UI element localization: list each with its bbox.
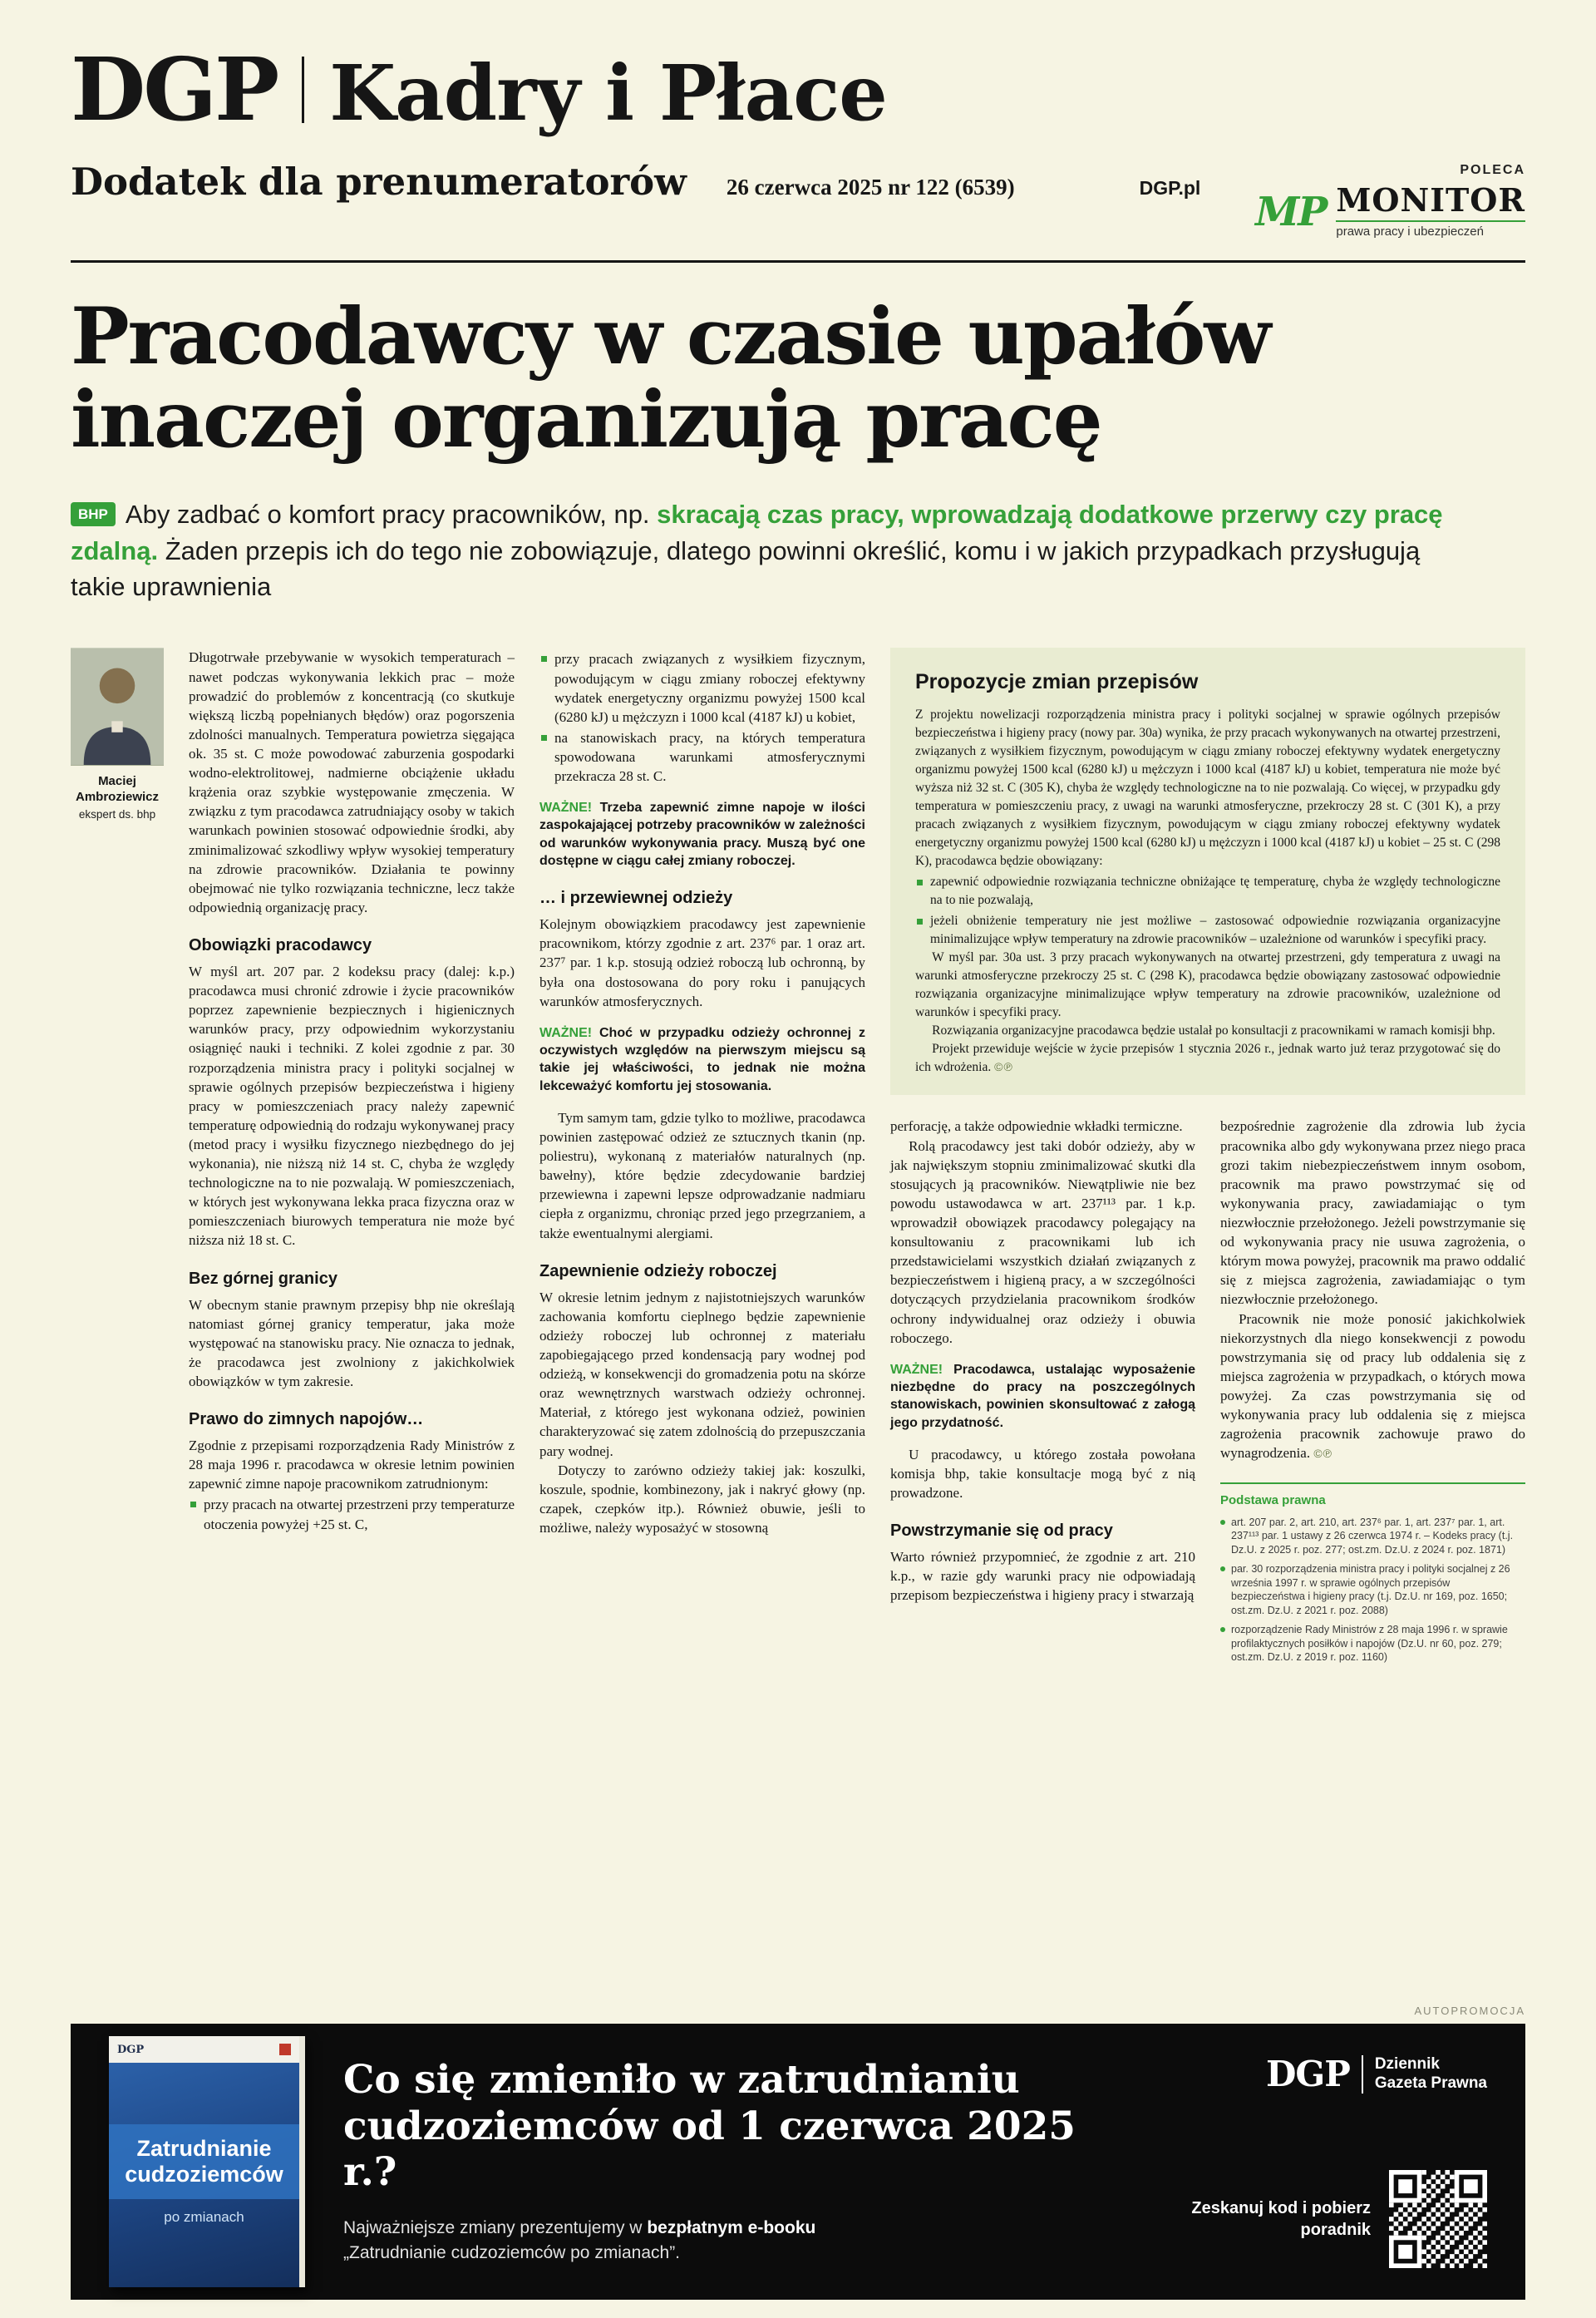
bhp-badge: BHP bbox=[71, 502, 116, 526]
subhead-obowiazki-pracodawcy: Obowiązki pracodawcy bbox=[189, 935, 372, 954]
subhead-zapewnienie-odziezy: Zapewnienie odzieży roboczej bbox=[539, 1261, 777, 1280]
site-url: DGP.pl bbox=[1139, 177, 1201, 199]
ebook-cover bbox=[109, 2036, 305, 2287]
self-promo-ad bbox=[71, 2005, 1525, 2300]
author-box bbox=[71, 648, 164, 1669]
scan-cta: Zeskanuj kod i pobierz poradnik bbox=[1191, 2199, 1371, 2239]
section-title: Kadry i Płace bbox=[329, 48, 887, 138]
paragraph: perforację, a także odpowiednie wkładki termiczne. bbox=[890, 1118, 1183, 1135]
masthead bbox=[71, 0, 1525, 263]
column-2 bbox=[539, 648, 865, 1669]
monitor-title: MONITOR bbox=[1336, 181, 1525, 219]
ad-headline bbox=[343, 2057, 1091, 2195]
column-1 bbox=[189, 648, 515, 1669]
ad-subtext-before: Najważniejsze zmiany prezentujemy w bbox=[343, 2217, 648, 2237]
legal-item: par. 30 rozporządzenia ministra pracy i polityki socjalnej z 26 września 1997 r. w sprawie ogólnych przepisów bezpieczeństwa i higieny pracy (t.j. Dz.U. nr 169, poz. 1650; ost.zm. Dz.U. z 2021 r. poz. 2088) bbox=[1220, 1562, 1525, 1617]
headline-line-2: inaczej organizują pracę bbox=[71, 373, 1101, 466]
paragraph: W myśl art. 207 par. 2 kodeksu pracy (dalej: k.p.) pracodawca musi chronić zdrowie i życie pracowników poprzez zapewnienie bezpiecznych i higienicznych warunków pracy, przy odpowiednim wykorzystaniu osiągnięć nauki i techniki. Z kolei zgodnie z par. 30 rozporządzenia ministra pracy i polityki socjalnej w sprawie ogólnych przepisów bezpieczeństwa i higieny pracy w pomieszczeniach pracy należy zapewnić temperaturę odpowiednią do rodzaju wykonywanej pracy (metod pracy i wysiłku fizycznego niezbędnego do jej wykonania), nie niższą niż 14 st. C, chyba że względy technologiczne na to nie pozwalają. W pomieszczeniach, w których jest wykonywana lekka praca fizyczna oraz w pomieszczeniach biurowych temperatura nie może być niższa niż 18 st. C. bbox=[189, 963, 515, 1249]
legal-item: art. 207 par. 2, art. 210, art. 237⁶ par. 1, art. 237⁷ par. 1, art. 237¹¹³ par. 1 ustawy z 26 czerwca 1974 r. – Kodeks pracy (t.j. Dz.U. z 2025 r. poz. 277; ost.zm. Dz.U. z 2024 r. poz. 1871) bbox=[1220, 1516, 1525, 1557]
bullet-item: na stanowiskach pracy, na których temperatura spowodowana warunkami atmosferycznymi przekracza 28 st. C. bbox=[539, 728, 865, 786]
publisher-logo bbox=[279, 2044, 291, 2055]
paragraph: Rolą pracodawcy jest taki dobór odzieży, aby w jak największym stopniu zminimalizować skutki dla stosujących ją pracowników. Niewątpliwie nie bez powodu ustawodawca w art. 237¹¹³ par. 1 k.p. wprowadził obowiązek pracodawcy polegający na konsultowaniu z pracownikami lub ich przedstawicielami wszystkich działań związanych z bezpieczeństwem i higieną pracy, a w szczególności dotyczących przydzielania pracownikom środków ochrony indywidualnej oraz odzieży i obuwia roboczego. bbox=[890, 1137, 1195, 1346]
monitor-text bbox=[1336, 181, 1525, 239]
ad-subtext bbox=[343, 2216, 1091, 2266]
brand-divider bbox=[302, 57, 304, 123]
subhead-prawo-do-zimnych-napojow: Prawo do zimnych napojów… bbox=[189, 1410, 424, 1429]
paragraph-text: Projekt przewiduje wejście w życie przepisów 1 stycznia 2026 r., jednak warto już teraz przygotować się do ich wdrożenia. bbox=[915, 1042, 1500, 1075]
subhead-bez-gornej-granicy: Bez górnej granicy bbox=[189, 1269, 337, 1288]
important-note bbox=[890, 1361, 1195, 1432]
paragraph: Zgodnie z przepisami rozporządzenia Rady Ministrów z 28 maja 1996 r. pracodawca w okresie letnim powinien zapewnić zimne napoje pracownikom zatrudnionym: bbox=[189, 1438, 515, 1492]
cover-title-band bbox=[109, 2124, 299, 2199]
lede bbox=[71, 496, 1467, 604]
autopromocja-label: AUTOPROMOCJA bbox=[1414, 2005, 1525, 2017]
column-3 bbox=[890, 1117, 1195, 1669]
person-silhouette-icon bbox=[71, 648, 164, 766]
subhead-powstrzymanie-sie-od-pracy: Powstrzymanie się od pracy bbox=[890, 1521, 1113, 1541]
author-name: Maciej Ambroziewicz bbox=[75, 774, 160, 805]
headline-line-1: Pracodawcy w czasie upałów bbox=[71, 291, 1270, 382]
right-area bbox=[890, 648, 1525, 1669]
ad-cta-row bbox=[1163, 2170, 1487, 2268]
copyright-mark: ©℗ bbox=[1313, 1447, 1332, 1461]
ad-headline-line-2: cudzoziemców od 1 czerwca 2025 r.? bbox=[343, 2103, 1076, 2196]
wazne-text: Pracodawca, ustalając wyposażenie niezbędne do pracy na poszczególnych stanowiskach, powinien skonsultować z załogą jego przydatność. bbox=[890, 1362, 1196, 1430]
column-4 bbox=[1220, 1117, 1525, 1669]
copyright-mark: ©℗ bbox=[994, 1060, 1013, 1074]
dgp-ad-logo-name bbox=[1375, 2055, 1487, 2094]
dgp-ad-logo-brand: DGP bbox=[1265, 2054, 1350, 2094]
legal-basis-title: Podstawa prawna bbox=[1220, 1493, 1326, 1508]
main-headline bbox=[71, 291, 1525, 466]
cover-brand-logo: DGP bbox=[117, 2043, 145, 2056]
bullet-item: przy pracach związanych z wysiłkiem fizycznym, powodującym w ciągu zmiany roboczej efektywny wydatek energetyczny organizmu powyżej 1500 kcal (6280 kJ) u mężczyzn i 1000 kcal (4187 kJ) u kobiet, bbox=[539, 649, 865, 726]
dgp-ad-logo-divider bbox=[1362, 2055, 1363, 2094]
paragraph: Dotyczy to zarówno odzieży takiej jak: koszulki, koszule, spodnie, kombinezony, jak i nakryć głowy (np. czapek, czepków itp.). Również obuwie, jeśli to możliwe, należy wyposażyć w stosowną bbox=[539, 1462, 865, 1536]
paragraph: Z projektu nowelizacji rozporządzenia ministra pracy i polityki socjalnej w sprawie ogólnych przepisów bezpieczeństwa i higieny pracy (nowy par. 30a) wynika, że przy pracach wykonywanych na otwartej przestrzeni, związanych z wysiłkiem fizycznym, powodującym w ciągu zmiany roboczej efektywny wydatek energetyczny organizmu powyżej 1500 kcal (6280 kJ) u mężczyzn i 1000 kcal (4187 kJ) u kobiet, temperatura nie może być wyższa niż 32 st. C (305 K), chyba że względy technologiczne na to nie pozwalają. Co więcej, w przypadku gdy temperatura w pomieszczeniu pracy, z uwagi na warunki atmosferyczne, przekroczy 28 st. C (301 K), a przy pracach związanych z wysiłkiem fizycznym, powodującym w ciągu zmiany roboczej efektywny wydatek energetyczny organizmu powyżej 1500 kcal (6280 kJ) u mężczyzn i 1000 kcal (4187 kJ) u kobiet – 25 st. C (298 K), pracodawca będzie obowiązany: bbox=[915, 708, 1500, 869]
paragraph: Tym samym tam, gdzie tylko to możliwe, pracodawca powinien zastępować odzież ze sztucznych tkanin (np. poliestru), wykonaną z materiałów naturalnych (np. bawełny), które będzie zdecydowanie bardziej przewiewna i zapewni lepsze odprowadzanie nadmiaru ciepła z organizmu, chroniąc przed jego przegrzaniem, a także ewentualnymi alergiami. bbox=[539, 1109, 865, 1241]
wazne-label: WAŻNE! bbox=[539, 1025, 593, 1040]
cover-title-line-2: cudzoziemców bbox=[125, 2162, 283, 2187]
ad-right bbox=[1130, 2050, 1487, 2273]
proposals-box-title: Propozycje zmian przepisów bbox=[915, 670, 1199, 694]
paragraph: Długotrwałe przebywanie w wysokich temperaturach – nawet podczas wykonywania lekkich prac – może prowadzić do problemów z koncentracją (co skutkuje większą liczbą popełnianych błędów) oraz pogorszenia zdolności manualnych. Temperatura powietrza sięgająca ok. 35 st. C może powodować zaburzenia gospodarki wodno-elektrolitowej, nadmierne obciążenie układu krążenia oraz szybkie występowanie zmęczenia. W związku z tym pracodawca zatrudniający osoby w takich warunkach powinien stosować odpowiednie środki, aby zminimalizować szkodliwy wpływ wysokiej temperatury na zdrowie pracowników. Działania te powinny obejmować nie tylko rozwiązania techniczne, lecz także odpowiednią organizację pracy. bbox=[189, 649, 515, 915]
monitor-logo bbox=[1255, 181, 1525, 239]
lede-text-after: Żaden przepis ich do tego nie zobowiązuje, dlatego powinni określić, komu i w jakich przypadkach przysługują takie uprawnienia bbox=[71, 535, 1421, 602]
masthead-subrow bbox=[71, 160, 1525, 239]
wazne-label: WAŻNE! bbox=[890, 1362, 943, 1377]
subhead-przewiewna-odziez: … i przewiewnej odzieży bbox=[539, 889, 733, 908]
dgp-ad-logo-name-line-2: Gazeta Prawna bbox=[1374, 2074, 1487, 2092]
important-note bbox=[539, 799, 865, 870]
supplement-subtitle: Dodatek dla prenumeratorów bbox=[71, 160, 687, 204]
cover-header bbox=[109, 2036, 299, 2063]
ad-headline-line-1: Co się zmieniło w zatrudnianiu bbox=[343, 2057, 1020, 2103]
cover-subtitle: po zmianach bbox=[164, 2209, 244, 2226]
monitor-subtitle: prawa pracy i ubezpieczeń bbox=[1336, 220, 1525, 239]
dgp-ad-logo bbox=[1266, 2055, 1487, 2094]
paragraph: U pracodawcy, u którego została powołana komisja bhp, takie konsultacje mogą być z nią prowadzone. bbox=[890, 1446, 1195, 1502]
legal-basis bbox=[1220, 1482, 1525, 1664]
paragraph: W obecnym stanie prawnym przepisy bhp nie określają natomiast górnej granicy temperatur, jaka może występować na stanowisku pracy. Nie oznacza to jednak, że pracodawca jest zwolniony z jakichkolwiek obowiązków w tym zakresie. bbox=[189, 1296, 515, 1390]
cover-body bbox=[109, 2063, 299, 2287]
paragraph: W myśl par. 30a ust. 3 przy pracach wykonywanych na otwartej przestrzeni, gdy temperatura z uwagi na warunki atmosferyczne przekroczy 25 st. C (298 K), pracodawca będzie obowiązany zastosować odpowiednie rozwiązania organizacyjne minimalizujące wpływ temperatury na zdrowie pracowników, uzależnione od warunków i specyfiki pracy. bbox=[915, 950, 1500, 1020]
dgp-logo: DGP bbox=[71, 38, 278, 141]
wazne-label: WAŻNE! bbox=[539, 801, 593, 816]
lede-text-before: Aby zadbać o komfort pracy pracowników, np. bbox=[125, 500, 658, 530]
qr-code bbox=[1389, 2170, 1487, 2268]
legal-item: rozporządzenie Rady Ministrów z 28 maja 1996 r. w sprawie profilaktycznych posiłków i napojów (Dz.U. nr 60, poz. 279; ost.zm. Dz.U. z 2019 r. poz. 1160) bbox=[1220, 1623, 1525, 1665]
paragraph: bezpośrednie zagrożenie dla zdrowia lub życia pracownika albo gdy wykonywana przez niego praca grozi takim niebezpieczeństwem innym osobom, pracownik ma prawo powstrzymać się od wykonywania pracy, zawiadamiając o tym niezwłocznie przełożonego. Jeżeli powstrzymanie się od wykonywania pracy nie usuwa zagrożenia, o którym mowa powyżej, pracownik ma prawo oddalić się z miejsca zagrożenia, zawiadamiając o tym niezwłocznie przełożonego. bbox=[1220, 1118, 1525, 1308]
wazne-text: Choć w przypadku odzieży ochronnej z oczywistych względów na pierwszym miejscu są takie jej właściwości, to jednak nie można lekceważyć komfortu jej stosowania. bbox=[539, 1025, 865, 1093]
brand-row bbox=[71, 38, 1525, 141]
cover-title bbox=[116, 2136, 293, 2187]
article-body bbox=[71, 648, 1525, 1669]
lede-highlight: skracają czas pracy, wprowadzają dodatkowe przerwy czy pracę zdalną. bbox=[71, 500, 1443, 565]
dgp-ad-logo-name-line-1: Dziennik bbox=[1374, 2055, 1440, 2074]
cover-title-line-1: Zatrudnianie bbox=[136, 2135, 272, 2161]
bullet-item: jeżeli obniżenie temperatury nie jest możliwe – zastosować odpowiednie rozwiązania organizacyjne minimalizujące wpływ temperatury na zdrowie pracowników – uzależnione od warunków i specyfiki pracy. bbox=[915, 912, 1500, 949]
ad-main bbox=[343, 2057, 1091, 2266]
important-note bbox=[539, 1024, 865, 1095]
bullet-item: przy pracach na otwartej przestrzeni przy temperaturze otoczenia powyżej +25 st. C, bbox=[189, 1495, 515, 1533]
paragraph: Warto również przypomnieć, że zgodnie z art. 210 k.p., w razie gdy warunki pracy nie odpowiadają przepisom bezpieczeństwa i higieny pracy i stwarzają bbox=[890, 1549, 1195, 1604]
proposals-box bbox=[890, 648, 1525, 1095]
ad-subtext-quote: „Zatrudnianie cudzoziemców po zmianach”. bbox=[343, 2243, 681, 2263]
paragraph: Kolejnym obowiązkiem pracodawcy jest zapewnienie pracownikom, którzy zgodnie z art. 237⁶ par. 1 oraz art. 237⁷ par. 1 k.p. stosują odzież roboczą lub ochronną, by była ona dostosowana do pory roku i panujących warunków atmosferycznych. bbox=[539, 916, 865, 1009]
paragraph: Rozwiązania organizacyjne pracodawca będzie ustalał po konsultacji z pracownikami w ramach komisji bhp. bbox=[932, 1023, 1495, 1038]
author-role: ekspert ds. bhp bbox=[78, 807, 156, 821]
author-photo bbox=[71, 648, 164, 766]
mp-logo: MP bbox=[1255, 188, 1327, 235]
wazne-text: Trzeba zapewnić zimne napoje w ilości zaspokajającej potrzeby pracowników w zależności od warunków wykonywania pracy. Muszą być one dostępne w ciągu całej zmiany roboczej. bbox=[539, 801, 865, 868]
paragraph bbox=[915, 1040, 1500, 1077]
ad-banner bbox=[71, 2024, 1525, 2300]
monitor-promo bbox=[1255, 163, 1525, 239]
paragraph: W okresie letnim jednym z najistotniejszych warunków zachowania komfortu cieplnego będzie zapewnienie odzieży roboczej lub ochronnej z materiału zapobiegającego przed kondensacją pary wodnej pod odzieżą, w konsekwencji do gromadzenia potu na skórze oraz wewnętrznych warstwach odzieży ochronnej. Materiał, z którego jest wykonana odzież, powinien charakteryzować się zatem zdolnością do przepuszczania pary wodnej. bbox=[539, 1289, 865, 1459]
ad-subtext-bold: bezpłatnym e-booku bbox=[647, 2217, 816, 2237]
poleca-label: POLECA bbox=[1460, 163, 1525, 177]
paragraph bbox=[1220, 1309, 1525, 1463]
lower-columns bbox=[890, 1117, 1525, 1669]
edition-date: 26 czerwca 2025 nr 122 (6539) bbox=[726, 175, 1015, 200]
bullet-item: zapewnić odpowiednie rozwiązania techniczne obniżające tę temperaturę, chyba że względy technologiczne na to nie pozwalają, bbox=[915, 873, 1500, 910]
paragraph-text: Pracownik nie może ponosić jakichkolwiek niekorzystnych dla niego konsekwencji z powodu powstrzymania się od pracy lub oddalenia się z miejsca zagrożenia w przypadkach, o których mowa powyżej. Za czas powstrzymania się od wykonywania pracy lub oddalenia się z miejsca zagrożenia pracownik zachowuje prawo do wynagrodzenia. bbox=[1220, 1310, 1525, 1462]
